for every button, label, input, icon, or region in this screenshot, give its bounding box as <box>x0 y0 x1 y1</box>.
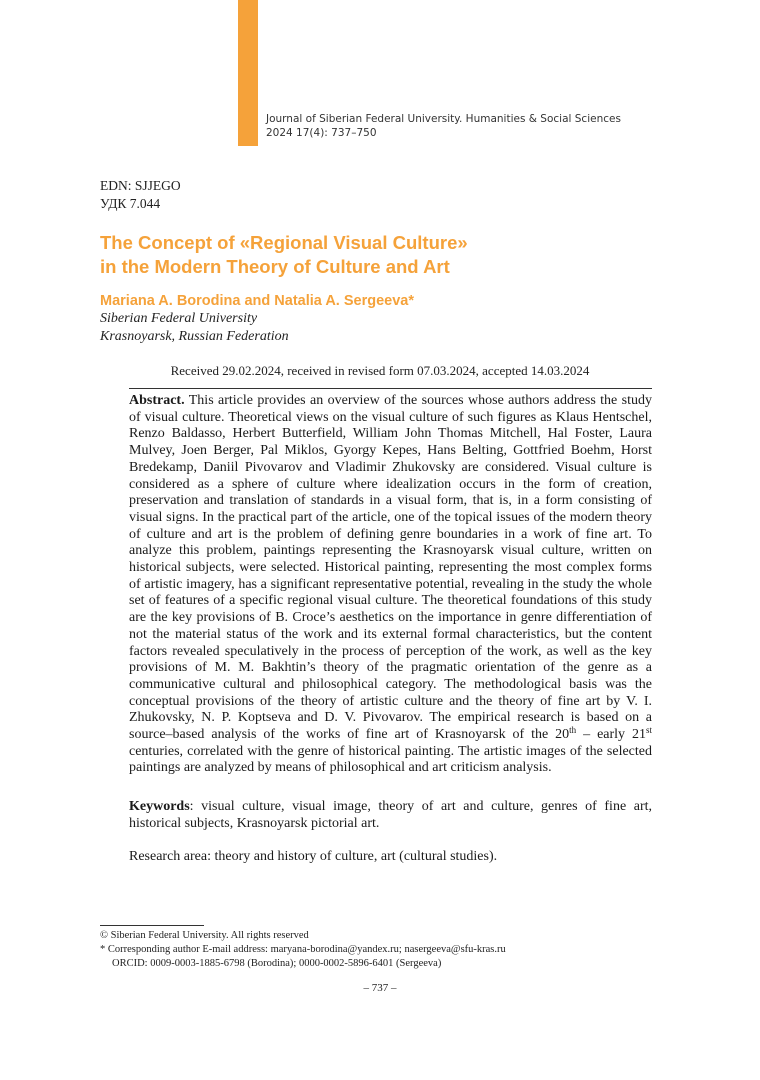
footnote-copyright: © Siberian Federal University. All rights reserved <box>100 930 309 941</box>
abstract-sup-1: th <box>569 725 577 736</box>
abstract-text-1: This article provides an overview of the sources whose authors address the study of visual culture. Theoretical views on the visual culture of such figures as Klaus Hentschel, Renzo Baldasso, Herbert Butterfield, William John Thomas Mitchell, Hal Foster, Laura Mulvey, Joen Berger, Pal Miklos, Gyorgy Kepes, Hans Belting, Gottfried Boehm, Horst Bredekamp, Daniil Pivovarov and Vladimir Zhukovsky are considered. Visual culture is considered as a sphere of culture where idealization occurs in the form of creation, preservation and translation of standards in a visual form, that is, in a form consisting of visual signs. In the practical part of the article, one of the topical issues of the modern theory of culture and art is the problem of defining genre boundaries in a work of fine art. To analyze this problem, paintings representing the Krasnoyarsk visual culture, written on historical subjects, were selected. Historical painting, representing the most complex forms of artistic imagery, has a significant representative potential, revealing in the study the whole set of features of a specific regional visual culture. The theoretical foundations of this study are the key provisions of B. Croce’s aesthetics on the importance in genre differentiation of not the material status of the work and its external formal characteristics, but the content factors revealed speculatively in the process of perception of the work, as well as the key provisions of M. M. Bakhtin’s theory of the pragmatic orientation of the genre as a communicative cultural and philosophical category. The methodological basis was the conceptual provisions of the theory of artistic culture and the theory of fine art by V. I. Zhukovsky, N. P. Koptseva and D. V. Pivovarov. The empirical research is based on a source–based analysis of the works of fine art of Krasnoyarsk of the 20 <box>129 393 652 743</box>
abstract-divider <box>129 388 652 389</box>
keywords <box>129 798 652 832</box>
affiliation-location: Krasnoyarsk, Russian Federation <box>100 329 289 344</box>
authors: Mariana A. Borodina and Natalia A. Sergeeva* <box>100 293 414 309</box>
abstract-text-3: centuries, correlated with the genre of historical painting. The artistic images of the selected paintings are analyzed by means of philosophical and art criticism analysis. <box>129 743 652 776</box>
affiliation-university: Siberian Federal University <box>100 311 258 326</box>
journal-issue: 2024 17(4): 737–750 <box>266 127 377 139</box>
edn-code: EDN: SJJEGO <box>100 178 181 193</box>
footnotes <box>100 929 660 971</box>
footnote-divider <box>100 925 204 926</box>
abstract-label: Abstract. <box>129 393 185 408</box>
title-line-2: in the Modern Theory of Culture and Art <box>100 256 450 277</box>
footnote-orcid: ORCID: 0009-0003-1885-6798 (Borodina); 0000-0002-5896-6401 (Sergeeva) <box>112 958 442 969</box>
abstract <box>129 393 652 777</box>
keywords-label: Keywords <box>129 799 190 814</box>
identifiers <box>100 177 181 213</box>
title-line-1: The Concept of «Regional Visual Culture» <box>100 232 468 253</box>
abstract-text-2: – early 21 <box>576 727 646 743</box>
journal-name: Journal of Siberian Federal University. Humanities & Social Sciences <box>266 113 621 125</box>
keywords-text: : visual culture, visual image, theory of art and culture, genres of fine art, historical subjects, Krasnoyarsk pictorial art. <box>129 799 652 831</box>
research-area: Research area: theory and history of culture, art (cultural studies). <box>129 849 498 864</box>
article-title <box>100 231 660 279</box>
affiliation <box>100 310 289 346</box>
journal-accent-bar <box>238 0 258 146</box>
page-number: – 737 – <box>363 982 397 994</box>
received-dates: Received 29.02.2024, received in revised form 07.03.2024, accepted 14.03.2024 <box>170 363 590 378</box>
udk-code: УДК 7.044 <box>100 196 161 211</box>
footnote-corresponding: * Corresponding author E-mail address: maryana-borodina@yandex.ru; nasergeeva@sfu-kras.ru <box>100 944 506 955</box>
journal-header <box>266 112 646 140</box>
abstract-sup-2: st <box>646 725 653 736</box>
